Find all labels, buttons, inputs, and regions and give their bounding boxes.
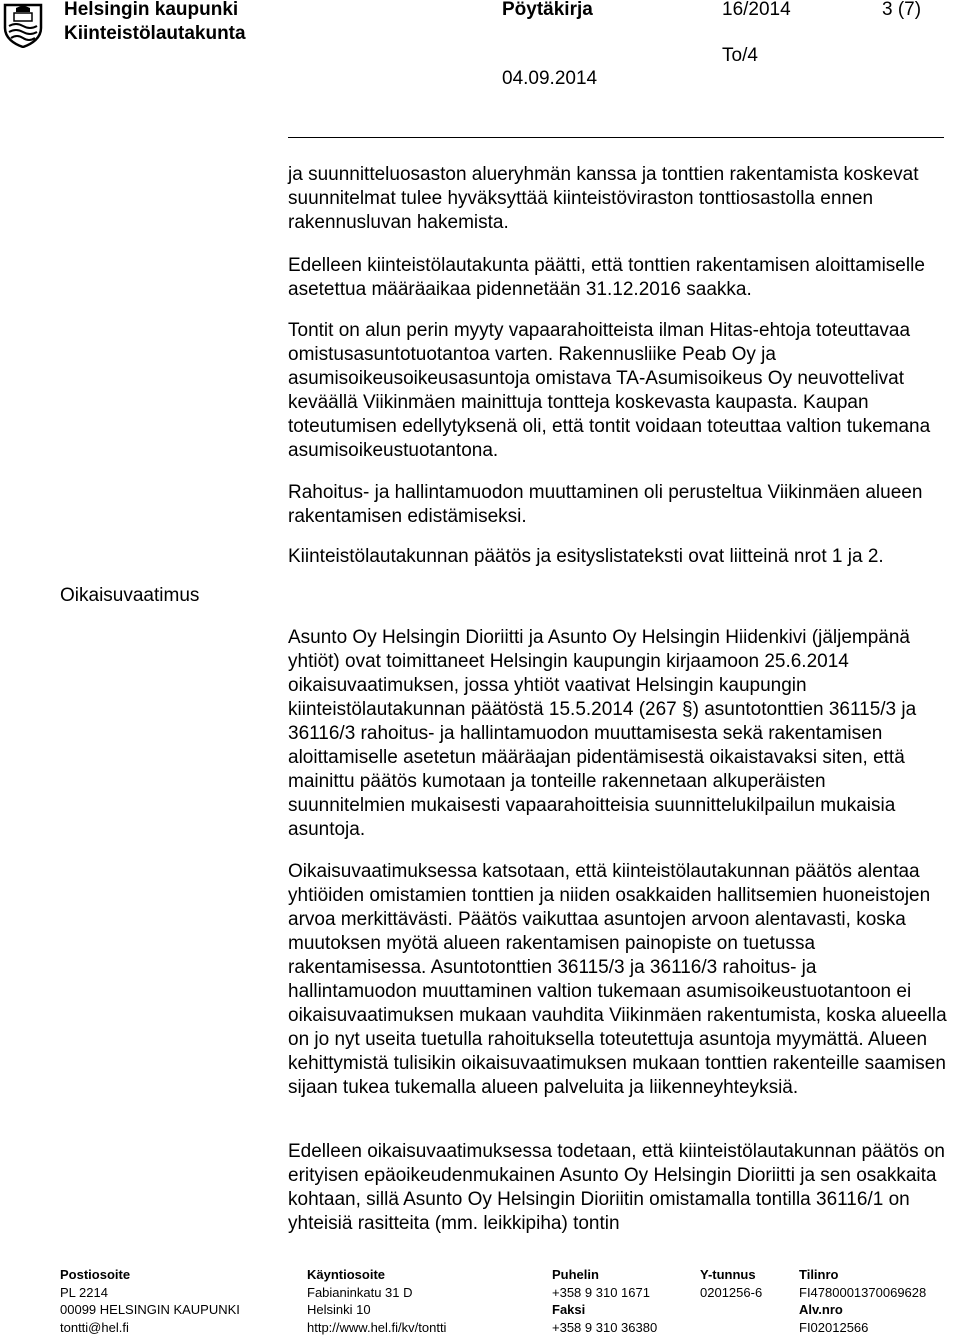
header-date: 04.09.2014 bbox=[502, 68, 597, 90]
header-document-type: Pöytäkirja bbox=[502, 0, 593, 21]
body-paragraph-8: Edelleen oikaisuvaatimuksessa todetaan, että kiinteistölautakunnan päätös on erityisen epäoikeudenmukainen Asunto Oy Helsingin Dioriitti ja sen osakkaita kohtaan, sillä Asunto Oy Helsingin Dioriitin omistamalla tontilla 36116/1 on yhteisiä rasitteita (mm. leikkipiha) tontin bbox=[288, 1140, 948, 1236]
body-paragraph-3: Tontit on alun perin myyty vapaarahoitteista ilman Hitas-ehtoja toteuttavaa omistusasuntotuotantoa varten. Rakennusliike Peab Oy ja asumisoikeusoikeusasuntoja omistava TA-Asumisoikeus Oy neuvottelivat keväällä Viikinmäen mainittuja tontteja koskevasta kaupasta. Kaupan toteutumisen edellytyksenä oli, että tontit voidaan toteuttaa valtion tukemana asumisoikeustuotantona. bbox=[288, 319, 948, 463]
footer-account: Tilinro FI4780001370069628 Alv.nro FI02012566 bbox=[799, 1266, 926, 1336]
body-paragraph-1: ja suunnitteluosaston alueryhmän kanssa ja tonttien rakentamista koskevat suunnitelmat tulee hyväksyttää kiinteistöviraston tonttiosastolla ennen rakennusluvan hakemista. bbox=[288, 163, 948, 235]
header-document-number: 16/2014 bbox=[722, 0, 791, 21]
header-organization: Helsingin kaupunki bbox=[64, 0, 238, 21]
header-page-number: 3 (7) bbox=[882, 0, 921, 21]
body-paragraph-7: Oikaisuvaatimuksessa katsotaan, että kiinteistölautakunnan päätös alentaa yhtiöiden omistamien tonttien ja niiden osakkaiden hallitsemien huoneistojen arvoa merkittävästi. Päätös vaikuttaa asuntojen arvoon alentavasti, koska muutoksen myötä alueen rakentamisen painopiste on tuetussa rakentamisessa. Asuntotonttien 36115/3 ja 36116/3 rahoitus- ja hallintamuodon muuttaminen valtion tukemaan asumisoikeustuotantoon ei oikaisuvaatimuksen mukaan vauhdita Viikinmäen rakentumista, koska alueella on jo nyt useita tuetulla rahoituksella toteutettuja asuntoja myymättä. Alueen kehittymistä tulisikin oikaisuvaatimuksen mukaan tonttien rakenteille saamisen sijaan tukea tukemalla alueen palveluita ja liikenneyhteyksiä. bbox=[288, 860, 948, 1100]
footer-business-id: Y-tunnus 0201256-6 bbox=[700, 1266, 762, 1301]
header-department: Kiinteistölautakunta bbox=[64, 23, 246, 45]
header-section-code: To/4 bbox=[722, 45, 758, 67]
body-paragraph-2: Edelleen kiinteistölautakunta päätti, että tonttien rakentamisen aloittamiselle asetettua määräaikaa pidennetään 31.12.2016 saakka. bbox=[288, 254, 948, 302]
body-paragraph-5: Kiinteistölautakunnan päätös ja esityslistateksti ovat liitteinä nrot 1 ja 2. bbox=[288, 545, 958, 569]
footer-phone: Puhelin +358 9 310 1671 Faksi +358 9 310 36380 bbox=[552, 1266, 657, 1336]
footer-website-link[interactable]: http://www.hel.fi/kv/tontti bbox=[307, 1319, 446, 1336]
footer-email-link[interactable]: tontti@hel.fi bbox=[60, 1319, 240, 1336]
section-label-oikaisuvaatimus: Oikaisuvaatimus bbox=[60, 584, 199, 608]
body-paragraph-6: Asunto Oy Helsingin Dioriitti ja Asunto Oy Helsingin Hiidenkivi (jäljempänä yhtiöt) ovat toimittaneet Helsingin kaupungin kirjaamoon 25.6.2014 oikaisuvaatimuksen, jossa yhtiöt vaativat Helsingin kaupungin kiinteistölautakunnan päätöstä 15.5.2014 (267 §) asuntotonttien 36115/3 ja 36116/3 rahoitus- ja hallintamuodon muuttamisesta sekä rakentamisen aloittamiselle asetetun määräajan pidentämisestä oikaistavaksi siten, että mainittu päätös kumotaan ja tonteille rakennetaan alkuperäisten suunnitelmien mukaisesti vapaarahoitteisia suunnittelukilpailun mukaisia asuntoja. bbox=[288, 626, 948, 842]
body-paragraph-4: Rahoitus- ja hallintamuodon muuttaminen oli perusteltua Viikinmäen alueen rakentamisen edistämiseksi. bbox=[288, 481, 948, 529]
header-divider bbox=[288, 137, 944, 138]
helsinki-crest-logo bbox=[2, 2, 44, 48]
footer-postal-address: Postiosoite PL 2214 00099 HELSINGIN KAUPUNKI tontti@hel.fi bbox=[60, 1266, 240, 1336]
footer-visiting-address: Käyntiosoite Fabianinkatu 31 D Helsinki 10 http://www.hel.fi/kv/tontti bbox=[307, 1266, 446, 1336]
